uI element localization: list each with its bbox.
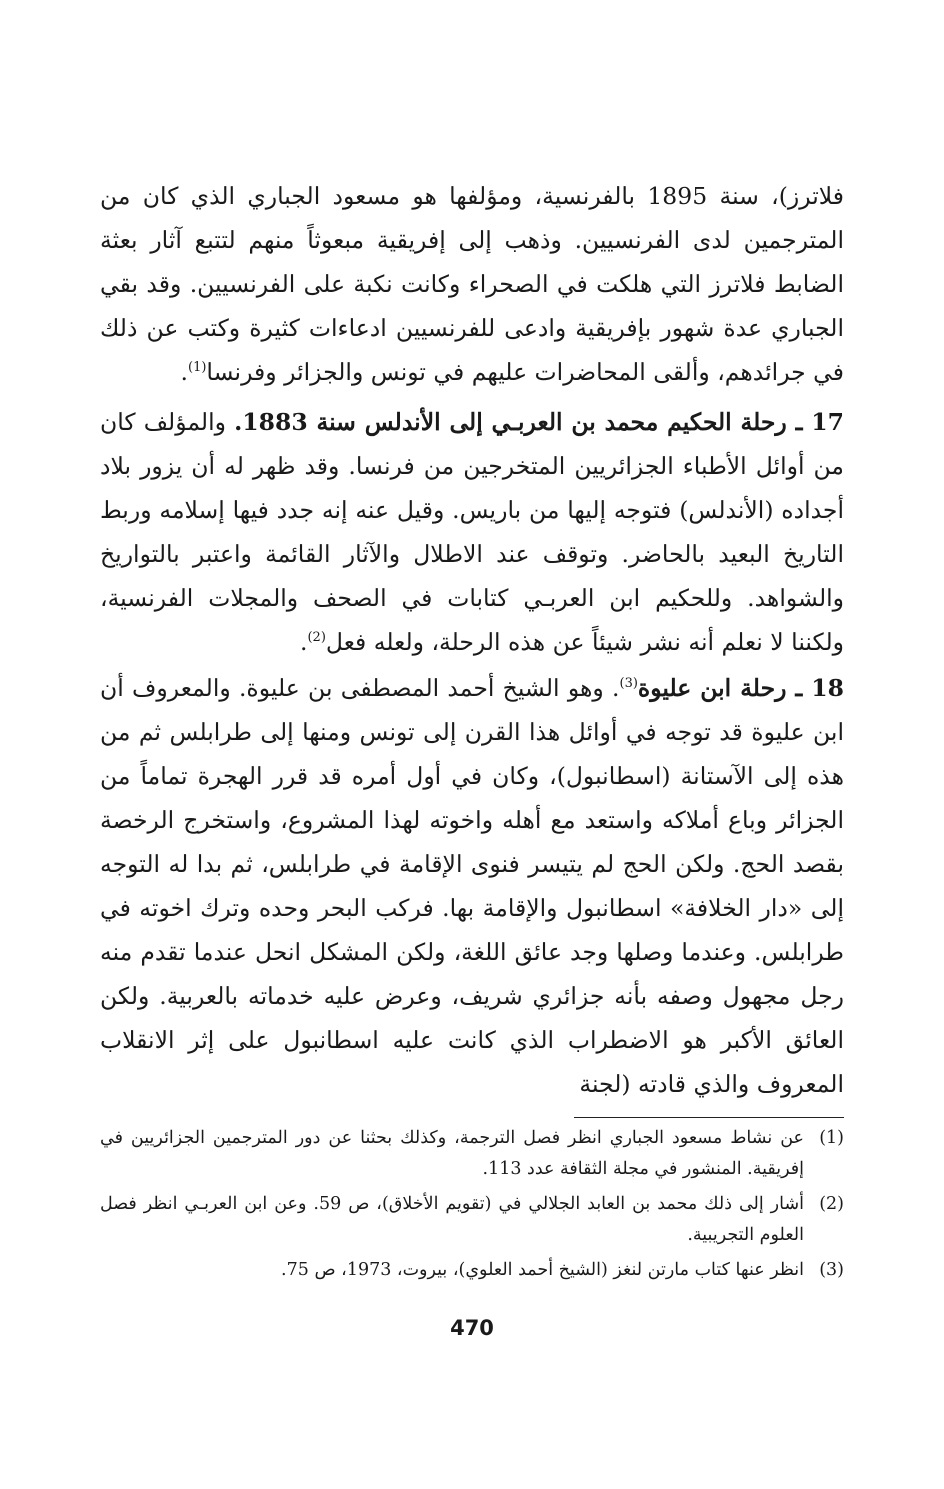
section-title: 17 ـ رحلة الحكيم محمد بن العربـي إلى الأندلس سنة 1883. — [234, 408, 844, 436]
section-title: 18 ـ رحلة ابن عليوة — [637, 674, 844, 702]
footnote-text: انظر عنها كتاب مارتن لنغز (الشيخ أحمد العلوي)، بيروت، 1973، ص 75. — [281, 1260, 804, 1280]
paragraph-tail: . — [299, 628, 308, 656]
footnote-1 — [100, 1123, 844, 1185]
footnote-number: (3) — [819, 1260, 844, 1280]
footnote-3 — [100, 1255, 844, 1286]
paragraph-tail: . — [180, 358, 188, 386]
page-number: 470 — [450, 1316, 494, 1340]
footnote-divider — [574, 1117, 844, 1118]
section-17 — [100, 400, 844, 664]
paragraph-body: فلاترز)، سنة 1895 بالفرنسية، ومؤلفها هو مسعود الجباري الذي كان من المترجمين لدى الفرنسيين. وذهب إلى إفريقية مبعوثاً منهم لتتبع آثار بعثة الضابط فلاترز التي هلكت في الصحراء وكانت نكبة على الفرنسيين. وقد بقي الجباري عدة شهور بإفريقية وادعى للفرنسيين ادعاءات كثيرة وكتب عن ذلك في جرائدهم، وألقى المحاضرات عليهم في تونس والجزائر وفرنسا — [100, 182, 845, 386]
footnotes — [100, 1123, 844, 1290]
paragraph-body: والمؤلف كان من أوائل الأطباء الجزائريين المتخرجين من فرنسا. وقد ظهر له أن يزور بلاد أجداده (الأندلس) فتوجه إليها من باريس. وقيل عنه إنه جدد فيها إسلامه وربط التاريخ البعيد بالحاضر. وتوقف عند الاطلال والآثار القائمة واعتبر بالتواريخ والشواهد. وللحكيم ابن العربـي كتابات في الصحف والمجلات الفرنسية، ولكننا لا نعلم أنه نشر شيئاً عن هذه الرحلة، ولعله فعل — [100, 408, 844, 656]
footnote-2 — [100, 1189, 844, 1251]
footnote-text: عن نشاط مسعود الجباري انظر فصل الترجمة، وكذلك بحثنا عن دور المترجمين الجزائريين في إفريقية. المنشور في مجلة الثقافة عدد 113. — [100, 1128, 804, 1179]
footnote-ref: (2) — [307, 630, 326, 646]
paragraph-text — [100, 666, 844, 1106]
footnote-text: أشار إلى ذلك محمد بن العابد الجلالي في (تقويم الأخلاق)، ص 59. وعن ابن العربـي انظر فصل العلوم التجريبية. — [100, 1194, 804, 1245]
footnote-number: (1) — [819, 1128, 844, 1148]
section-18 — [100, 666, 844, 1106]
footnote-ref: (1) — [187, 360, 207, 376]
footnote-ref: (3) — [619, 676, 638, 692]
paragraph-text — [100, 400, 844, 664]
paragraph-continuation — [100, 174, 844, 394]
footnote-number: (2) — [819, 1194, 844, 1214]
paragraph-body: . وهو الشيخ أحمد المصطفى بن عليوة. والمعروف أن ابن عليوة قد توجه في أوائل هذا القرن إلى تونس ومنها إلى طرابلس ثم من هذه إلى الآستانة (اسطانبول)، وكان في أول أمره قد قرر الهجرة تماماً من الجزائر وباع أملاكه واستعد مع أهله واخوته لهذا المشروع، واستخرج الرخصة بقصد الحج. ولكن الحج لم يتيسر فنوى الإقامة في طرابلس، ثم بدا له التوجه إلى «دار الخلافة» اسطانبول والإقامة بها. فركب البحر وحده وترك اخوته في طرابلس. وعندما وصلها وجد عائق اللغة، ولكن المشكل انحل عندما تقدم منه رجل مجهول وصفه بأنه جزائري شريف، وعرض عليه خدماته بالعربية. ولكن العائق الأكبر هو الاضطراب الذي كانت عليه اسطانبول على إثر الانقلاب المعروف والذي قادته (لجنة — [100, 674, 845, 1098]
paragraph-text — [100, 174, 844, 394]
